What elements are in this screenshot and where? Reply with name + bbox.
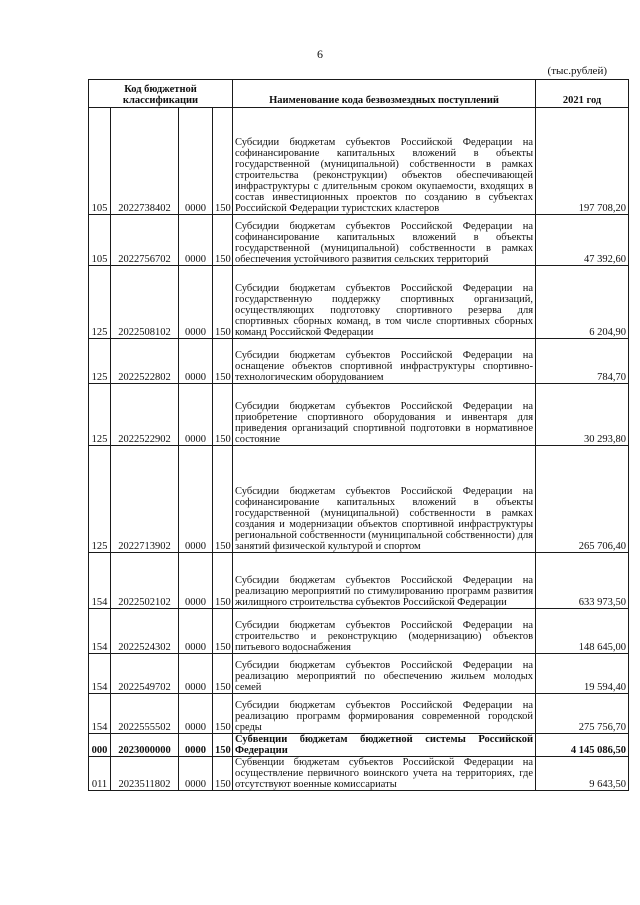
table-body	[89, 108, 629, 791]
cell-subtype-code: 0000	[179, 215, 213, 266]
table-row	[89, 215, 629, 266]
cell-admin-code: 125	[89, 339, 111, 384]
cell-kosgu-code: 150	[213, 609, 233, 654]
cell-kosgu-code: 150	[213, 654, 233, 694]
cell-amount: 275 756,70	[536, 694, 629, 734]
cell-kosgu-code: 150	[213, 734, 233, 757]
cell-revenue-name: Субсидии бюджетам субъектов Российской Федерации на строительство и реконструкцию (модернизацию) объектов питьевого водоснабжения	[233, 609, 536, 654]
cell-budget-code: 2022713902	[111, 446, 179, 553]
table-row	[89, 553, 629, 609]
cell-amount: 197 708,20	[536, 108, 629, 215]
table-row	[89, 339, 629, 384]
cell-budget-code: 2022555502	[111, 694, 179, 734]
cell-revenue-name: Субвенции бюджетам субъектов Российской Федерации на осуществление первичного воинского учета на территориях, где отсутствуют военные комиссариаты	[233, 757, 536, 791]
cell-kosgu-code: 150	[213, 694, 233, 734]
units-label: (тыс.рублей)	[547, 65, 607, 77]
table-row	[89, 654, 629, 694]
cell-revenue-name: Субвенции бюджетам бюджетной системы Российской Федерации	[233, 734, 536, 757]
cell-admin-code: 105	[89, 215, 111, 266]
cell-admin-code: 154	[89, 694, 111, 734]
cell-revenue-name: Субсидии бюджетам субъектов Российской Федерации на оснащение объектов спортивной инфраструктуры спортивно-технологическим оборудованием	[233, 339, 536, 384]
cell-subtype-code: 0000	[179, 339, 213, 384]
cell-budget-code: 2022524302	[111, 609, 179, 654]
cell-kosgu-code: 150	[213, 266, 233, 339]
table-row	[89, 446, 629, 553]
cell-budget-code: 2023000000	[111, 734, 179, 757]
cell-amount: 47 392,60	[536, 215, 629, 266]
cell-subtype-code: 0000	[179, 384, 213, 446]
cell-kosgu-code: 150	[213, 553, 233, 609]
cell-amount: 30 293,80	[536, 384, 629, 446]
cell-revenue-name: Субсидии бюджетам субъектов Российской Федерации на государственную поддержку спортивных организаций, осуществляющих подготовку спортивного резерва для спортивных сборных команд, в том числе спортивных сборных команд Российской Федерации	[233, 266, 536, 339]
cell-kosgu-code: 150	[213, 108, 233, 215]
cell-admin-code: 105	[89, 108, 111, 215]
header-year: 2021 год	[536, 80, 629, 108]
cell-amount: 6 204,90	[536, 266, 629, 339]
cell-revenue-name: Субсидии бюджетам субъектов Российской Федерации на софинансирование капитальных вложений в объекты государственной (муниципальной) собственности в рамках обеспечения устойчивого развития сельских территорий	[233, 215, 536, 266]
cell-kosgu-code: 150	[213, 757, 233, 791]
cell-revenue-name: Субсидии бюджетам субъектов Российской Федерации на реализацию мероприятий по стимулированию программ развития жилищного строительства субъектов Российской Федерации	[233, 553, 536, 609]
cell-kosgu-code: 150	[213, 384, 233, 446]
cell-amount: 9 643,50	[536, 757, 629, 791]
cell-revenue-name: Субсидии бюджетам субъектов Российской Федерации на реализацию мероприятий по обеспечению жильем молодых семей	[233, 654, 536, 694]
table-row	[89, 757, 629, 791]
cell-kosgu-code: 150	[213, 446, 233, 553]
table-header-row	[89, 80, 629, 108]
cell-budget-code: 2022756702	[111, 215, 179, 266]
cell-amount: 4 145 086,50	[536, 734, 629, 757]
header-revenue-name: Наименование кода безвозмездных поступлений	[233, 80, 536, 108]
cell-admin-code: 125	[89, 266, 111, 339]
cell-kosgu-code: 150	[213, 215, 233, 266]
cell-budget-code: 2022508102	[111, 266, 179, 339]
table-row	[89, 108, 629, 215]
cell-subtype-code: 0000	[179, 654, 213, 694]
cell-subtype-code: 0000	[179, 694, 213, 734]
cell-budget-code: 2022522802	[111, 339, 179, 384]
cell-budget-code: 2022738402	[111, 108, 179, 215]
cell-admin-code: 125	[89, 384, 111, 446]
cell-revenue-name: Субсидии бюджетам субъектов Российской Федерации на реализацию программ формирования современной городской среды	[233, 694, 536, 734]
cell-amount: 265 706,40	[536, 446, 629, 553]
cell-budget-code: 2022502102	[111, 553, 179, 609]
cell-subtype-code: 0000	[179, 553, 213, 609]
cell-admin-code: 011	[89, 757, 111, 791]
cell-revenue-name: Субсидии бюджетам субъектов Российской Федерации на софинансирование капитальных вложений в объекты государственной (муниципальной) собственности в рамках создания и модернизации объектов спортивной инфраструктуры региональной собственности (муниципальной собственности) для занятий физической культурой и спортом	[233, 446, 536, 553]
cell-admin-code: 000	[89, 734, 111, 757]
cell-amount: 784,70	[536, 339, 629, 384]
header-budget-code: Код бюджетной классификации	[89, 80, 233, 108]
table-row	[89, 734, 629, 757]
cell-amount: 148 645,00	[536, 609, 629, 654]
cell-budget-code: 2023511802	[111, 757, 179, 791]
cell-revenue-name: Субсидии бюджетам субъектов Российской Федерации на софинансирование капитальных вложений в объекты государственной (муниципальной) собственности в рамках строительства (реконструкции) объектов обеспечивающей инфраструктуры с длительным сроком окупаемости, входящих в состав инвестиционных проектов по созданию в субъектах Российской Федерации туристских кластеров	[233, 108, 536, 215]
cell-budget-code: 2022549702	[111, 654, 179, 694]
cell-budget-code: 2022522902	[111, 384, 179, 446]
cell-subtype-code: 0000	[179, 446, 213, 553]
table-row	[89, 266, 629, 339]
cell-kosgu-code: 150	[213, 339, 233, 384]
cell-admin-code: 125	[89, 446, 111, 553]
table-row	[89, 384, 629, 446]
cell-subtype-code: 0000	[179, 108, 213, 215]
cell-admin-code: 154	[89, 609, 111, 654]
cell-subtype-code: 0000	[179, 734, 213, 757]
cell-subtype-code: 0000	[179, 609, 213, 654]
cell-amount: 633 973,50	[536, 553, 629, 609]
cell-revenue-name: Субсидии бюджетам субъектов Российской Федерации на приобретение спортивного оборудования и инвентаря для приведения организаций спортивной подготовки в нормативное состояние	[233, 384, 536, 446]
cell-amount: 19 594,40	[536, 654, 629, 694]
cell-subtype-code: 0000	[179, 757, 213, 791]
budget-table	[88, 79, 629, 791]
table-row	[89, 694, 629, 734]
table-row	[89, 609, 629, 654]
cell-admin-code: 154	[89, 654, 111, 694]
cell-subtype-code: 0000	[179, 266, 213, 339]
cell-admin-code: 154	[89, 553, 111, 609]
page-number: 6	[317, 47, 323, 61]
